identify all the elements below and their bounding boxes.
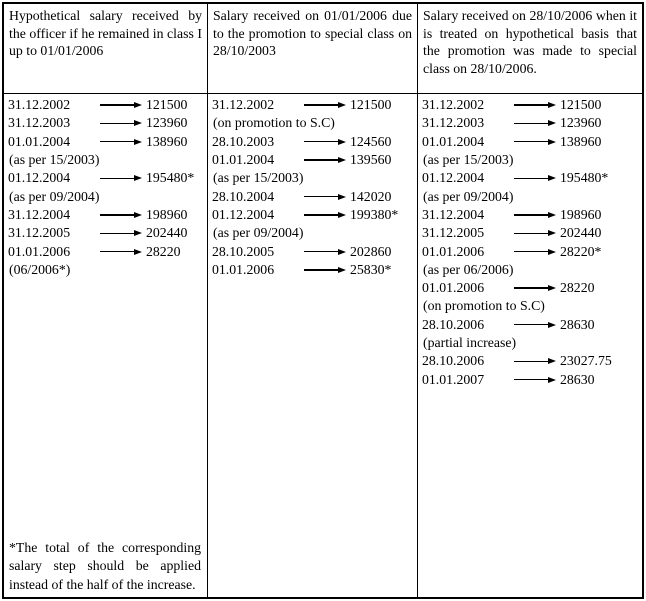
entry-value: 139560 — [350, 152, 392, 168]
entry-date: 31.12.2005 — [8, 225, 71, 241]
salary-entry-row — [422, 133, 638, 151]
entry-date: 28.10.2006 — [422, 316, 485, 332]
right-arrow-icon — [506, 361, 556, 362]
right-arrow-icon — [506, 214, 556, 215]
salary-entry-row — [422, 316, 638, 334]
entry-date: 31.12.2004 — [8, 206, 71, 222]
entry-value: 124560 — [350, 133, 392, 149]
entry-date: 31.12.2003 — [422, 115, 485, 131]
right-arrow-icon — [92, 123, 142, 124]
entry-value: 28220* — [560, 243, 602, 259]
entry-date: 01.01.2006 — [212, 261, 275, 277]
entry-date: 01.01.2006 — [422, 243, 485, 259]
entry-note: (as per 09/2004) — [9, 188, 100, 204]
entry-value: 28220 — [146, 243, 181, 259]
right-arrow-icon — [296, 251, 346, 252]
entry-note: (partial increase) — [423, 335, 517, 350]
salary-entry-row — [422, 114, 638, 132]
right-arrow-icon — [92, 141, 142, 142]
right-arrow-icon — [506, 379, 556, 380]
entry-date: 01.01.2006 — [422, 280, 485, 296]
salary-entry-row — [422, 352, 638, 370]
salary-entry-row — [212, 151, 413, 169]
salary-entry-row — [422, 206, 638, 224]
column-header-promotion-2006 — [418, 4, 642, 94]
salary-entry-row — [212, 206, 413, 224]
entry-date: 01.12.2004 — [8, 170, 71, 186]
right-arrow-icon — [296, 159, 346, 160]
entry-date: 01.01.2006 — [8, 243, 71, 259]
entry-note: (on promotion to S.C) — [213, 115, 335, 131]
asterisk-footnote: *The total of the corresponding salary step should be applied instead of the half of the increase. — [9, 540, 201, 592]
entry-value: 138960 — [146, 133, 188, 149]
entry-value: 202860 — [350, 243, 392, 259]
entry-note: (as per 09/2004) — [213, 225, 304, 241]
entry-date: 01.01.2004 — [422, 133, 485, 149]
salary-entry-row — [212, 261, 413, 279]
salary-entry-row — [422, 242, 638, 260]
entry-note: (as per 15/2003) — [213, 170, 304, 186]
entry-date: 01.01.2004 — [212, 152, 275, 168]
entry-note: (as per 06/2006) — [423, 261, 514, 277]
salary-entry-row — [212, 187, 413, 205]
entry-date: 01.01.2004 — [8, 133, 71, 149]
right-arrow-icon — [92, 233, 142, 234]
right-arrow-icon — [296, 214, 346, 215]
entry-value: 28630 — [560, 371, 595, 387]
salary-entry-list — [422, 96, 638, 389]
entry-value: 202440 — [146, 225, 188, 241]
entry-value: 202440 — [560, 225, 602, 241]
column-header-hypothetical-class-1 — [4, 4, 208, 94]
entry-date: 28.10.2004 — [212, 188, 275, 204]
entry-note: (06/2006*) — [9, 261, 71, 277]
entry-value: 198960 — [146, 206, 188, 222]
salary-entry-list — [8, 96, 203, 279]
right-arrow-icon — [296, 141, 346, 142]
entry-value: 25830* — [350, 261, 392, 277]
right-arrow-icon — [296, 196, 346, 197]
salary-entry-row — [212, 96, 413, 114]
column-header-text: Hypothetical salary received by the officer if he remained in class I up to 01/01/2006 — [9, 8, 202, 58]
entry-value: 198960 — [560, 206, 602, 222]
entry-value: 199380* — [350, 206, 399, 222]
column-header-promotion-2003 — [208, 4, 418, 94]
salary-comparison-table — [2, 2, 644, 599]
entry-value: 195480* — [560, 170, 609, 186]
salary-entry-row — [422, 370, 638, 388]
right-arrow-icon — [506, 251, 556, 252]
entry-date: 31.12.2002 — [422, 97, 485, 113]
entry-date: 01.01.2007 — [422, 371, 485, 387]
entry-date: 28.10.2006 — [422, 353, 485, 369]
right-arrow-icon — [92, 214, 142, 215]
right-arrow-icon — [506, 141, 556, 142]
right-arrow-icon — [506, 178, 556, 179]
entry-value: 121500 — [146, 97, 188, 113]
entry-date: 01.12.2004 — [422, 170, 485, 186]
entry-note: (as per 15/2003) — [9, 152, 100, 168]
salary-entry-row — [212, 242, 413, 260]
salary-entry-row — [422, 96, 638, 114]
entry-value: 138960 — [560, 133, 602, 149]
right-arrow-icon — [296, 104, 346, 105]
salary-entry-row — [422, 224, 638, 242]
salary-entry-row — [8, 224, 203, 242]
salary-entry-row — [8, 133, 203, 151]
column-header-text: Salary received on 01/01/2006 due to the promotion to special class on 28/10/2003 — [213, 8, 412, 58]
right-arrow-icon — [506, 287, 556, 288]
right-arrow-icon — [92, 178, 142, 179]
salary-entry-row — [8, 114, 203, 132]
salary-entry-row — [422, 169, 638, 187]
entry-date: 28.10.2005 — [212, 243, 275, 259]
entry-value: 195480* — [146, 170, 195, 186]
entry-note: (as per 15/2003) — [423, 152, 514, 168]
right-arrow-icon — [506, 123, 556, 124]
salary-entry-row — [8, 169, 203, 187]
right-arrow-icon — [92, 251, 142, 252]
salary-entry-row — [8, 96, 203, 114]
salary-entry-row — [8, 242, 203, 260]
entry-date: 31.12.2002 — [8, 97, 71, 113]
right-arrow-icon — [506, 104, 556, 105]
salary-entry-list — [212, 96, 413, 279]
entry-note: (on promotion to S.C) — [423, 298, 545, 314]
entry-date: 31.12.2003 — [8, 115, 71, 131]
column-body-hypothetical-class-1 — [4, 94, 208, 597]
salary-entry-row — [422, 279, 638, 297]
right-arrow-icon — [296, 269, 346, 270]
right-arrow-icon — [506, 324, 556, 325]
entry-note: (as per 09/2004) — [423, 188, 514, 204]
salary-entry-row — [212, 133, 413, 151]
entry-value: 121500 — [350, 97, 392, 113]
entry-date: 01.12.2004 — [212, 206, 275, 222]
right-arrow-icon — [92, 104, 142, 105]
salary-entry-row — [8, 206, 203, 224]
entry-date: 28.10.2003 — [212, 133, 275, 149]
entry-value: 28220 — [560, 280, 595, 296]
entry-value: 23027.75 — [560, 353, 612, 369]
entry-value: 28630 — [560, 316, 595, 332]
entry-date: 31.12.2005 — [422, 225, 485, 241]
entry-date: 31.12.2004 — [422, 206, 485, 222]
entry-value: 142020 — [350, 188, 392, 204]
column-body-promotion-2003 — [208, 94, 418, 597]
entry-value: 123960 — [146, 115, 188, 131]
entry-date: 31.12.2002 — [212, 97, 275, 113]
column-body-promotion-2006 — [418, 94, 642, 597]
entry-value: 121500 — [560, 97, 602, 113]
right-arrow-icon — [506, 233, 556, 234]
entry-value: 123960 — [560, 115, 602, 131]
column-header-text: Salary received on 28/10/2006 when it is treated on hypothetical basis that the promotion was made to special class on 28/10/2006. — [423, 8, 637, 76]
